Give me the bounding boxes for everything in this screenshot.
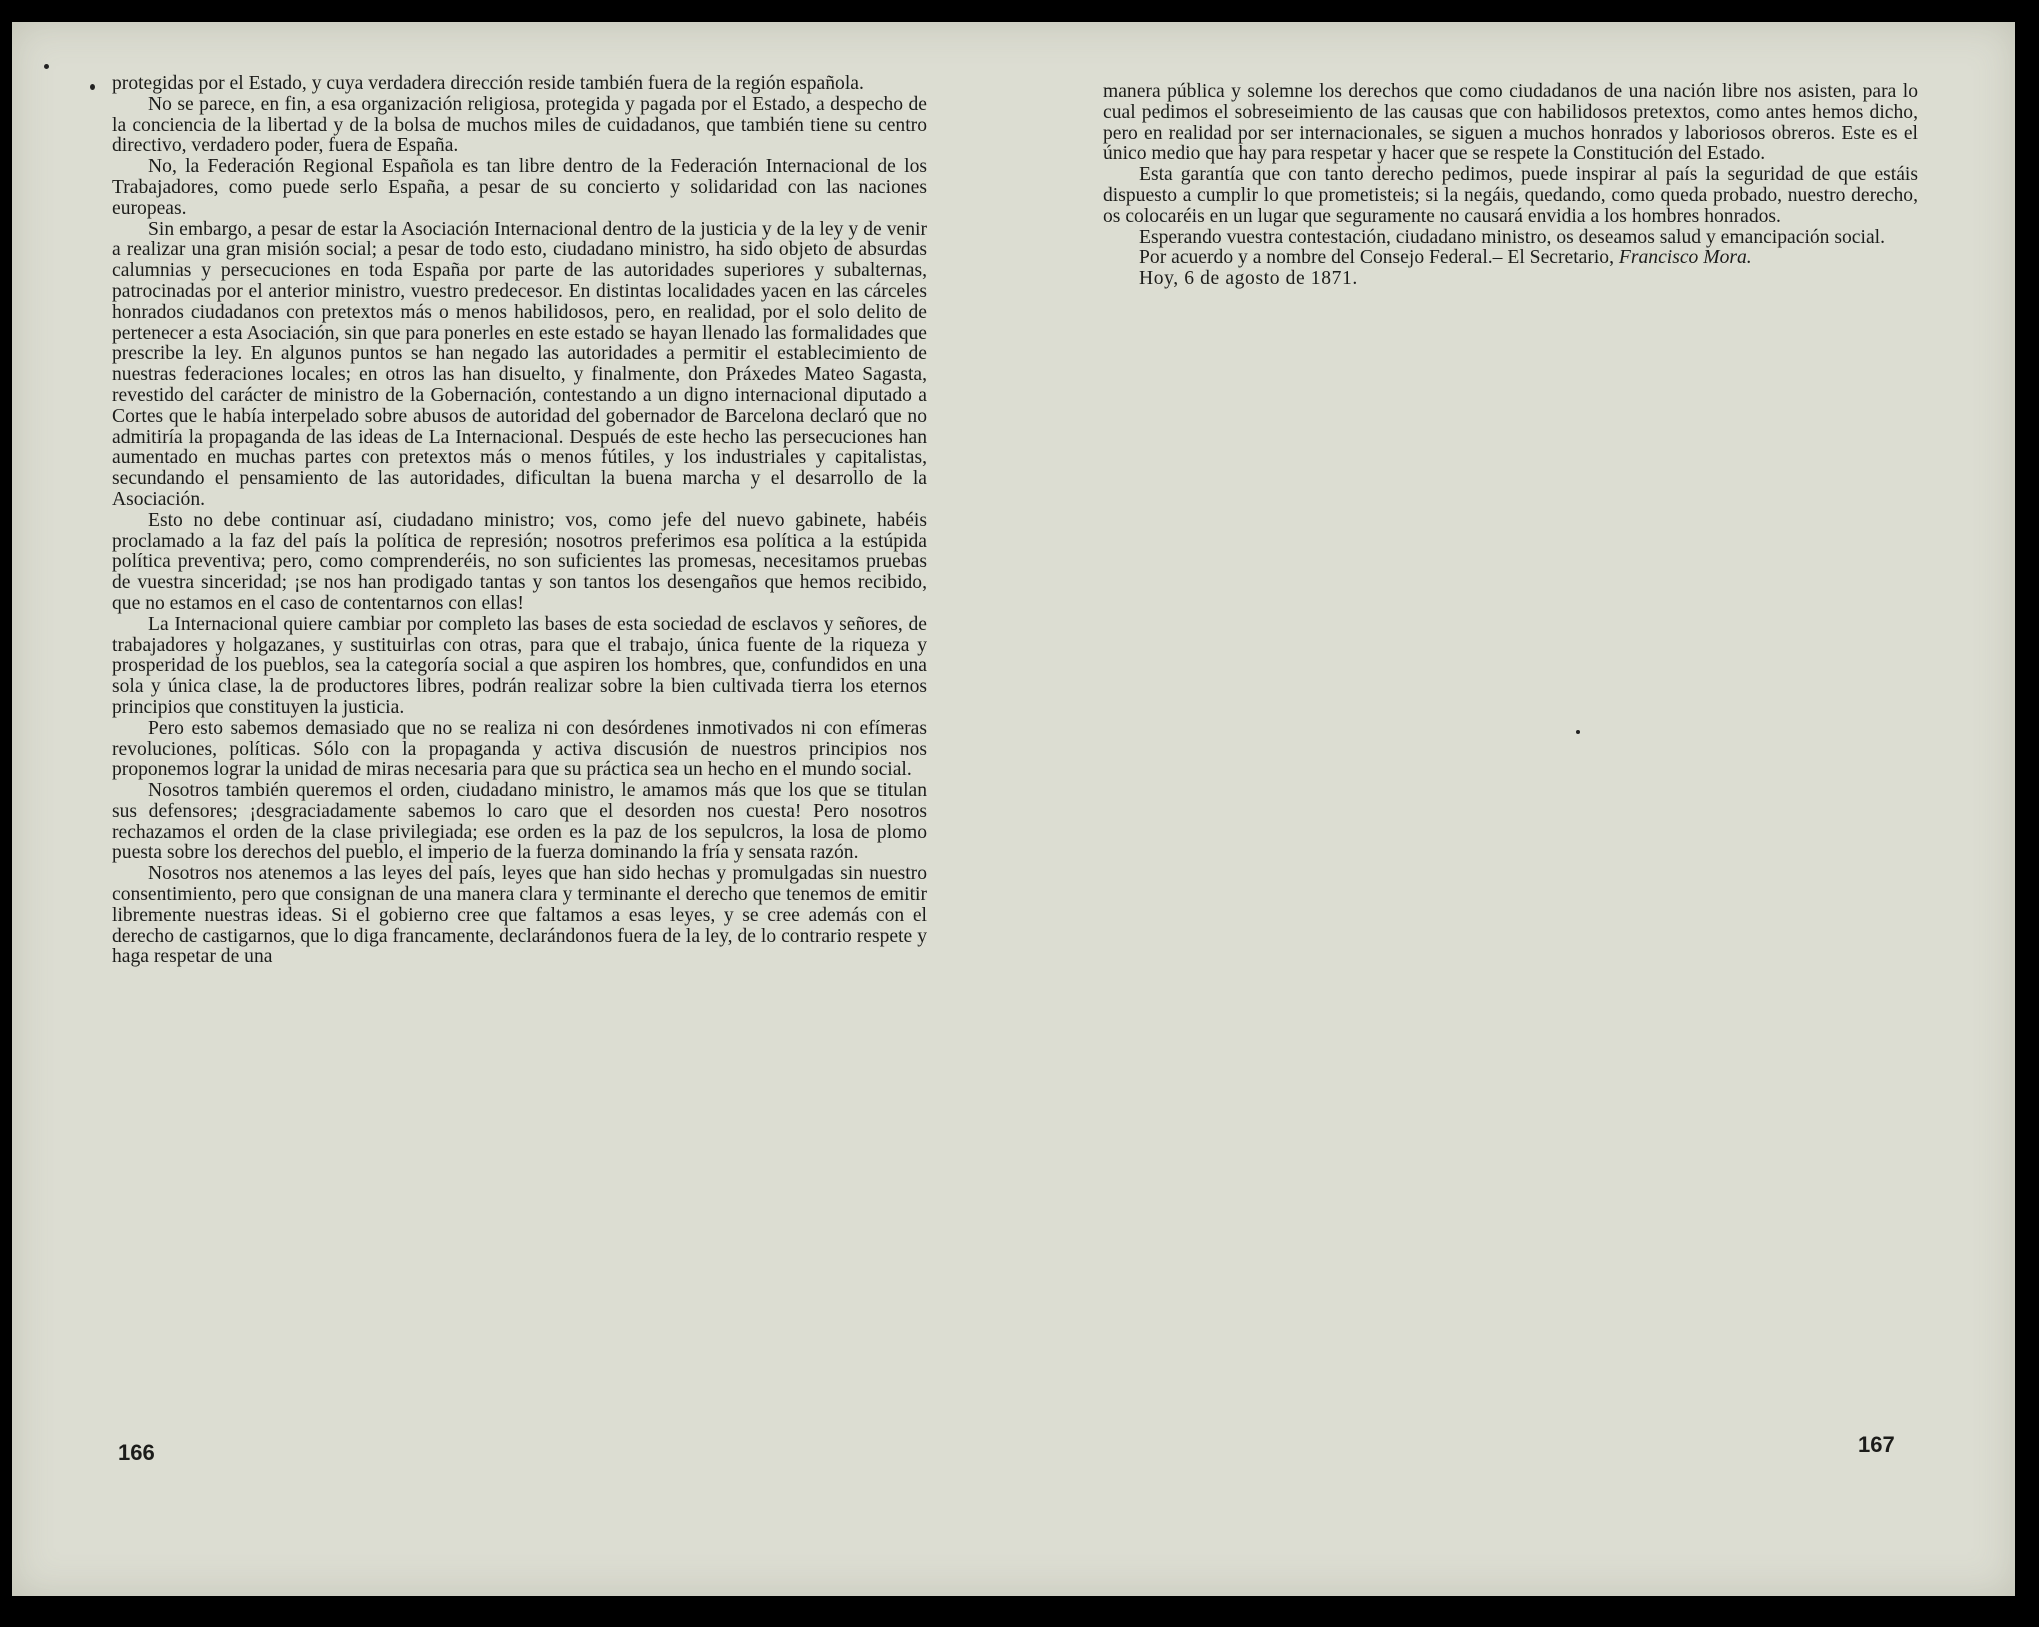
right-paragraph: Esperando vuestra contestación, ciudadano ministro, os deseamos salud y emancipación social. (1139, 226, 1885, 248)
left-paragraph: No se parece, en fin, a esa organización religiosa, protegida y pagada por el Estado, a despecho de la conciencia de la libertad y de la bolsa de muchos miles de cuidadanos, que también tiene su centro directivo, verdadero poder, fuera de España. (112, 93, 927, 157)
right-paragraph: Esta garantía que con tanto derecho pedimos, puede inspirar al país la seguridad de que estáis dispuesto a cumplir lo que prometisteis; si la negáis, quedando, como queda probado, nuestro derecho, os colocaréis en un lugar que seguramente no causará envidia a los hombres honrados. (1103, 164, 1918, 227)
left-page-text (112, 74, 927, 968)
ink-speck (44, 64, 49, 69)
page-number-left: 166 (118, 1440, 155, 1465)
signature-name: Francisco Mora. (1618, 247, 1752, 269)
left-paragraph: Pero esto sabemos demasiado que no se realiza ni con desórdenes inmotivados ni con efímeras revoluciones, políticas. Sólo con la propaganda y activa discusión de nuestros principios nos proponemos lograr la unidad de miras necesaria para que su práctica sea un hecho en el mundo social. (112, 717, 927, 781)
left-paragraph: Esto no debe continuar así, ciudadano ministro; vos, como jefe del nuevo gabinete, habéis proclamado a la faz del país la política de represión; nosotros preferimos esa política a la estúpida política preventiva; pero, como comprenderéis, no son suficientes las promesas, necesitamos pruebas de vuestra sinceridad; ¡se nos han prodigado tantas y son tantos los desengaños que hemos recibido, que no estamos en el caso de contentarnos con ellas! (112, 509, 927, 614)
signature-text: Por acuerdo y a nombre del Consejo Federal.– El Secretario, (1139, 247, 1619, 269)
right-page-text (1103, 82, 1918, 290)
left-paragraph: Sin embargo, a pesar de estar la Asociación Internacional dentro de la justicia y de la ley y de venir a realizar una gran misión social; a pesar de todo esto, ciudadano ministro, ha sido objeto de absurdas calumnias y persecuciones en toda España por parte de las autoridades superiores y subalternas, patrocinadas por el anterior ministro, vuestro predecesor. En distintas localidades yacen en las cárceles honrados ciudadanos con pretextos más o menos habilidosos, pero, en realidad, por el solo delito de pertenecer a esta Asociación, sin que para ponerles en este estado se hayan llenado las formalidades que prescribe la ley. En algunos puntos se han negado las autoridades a permitir el establecimiento de nuestras federaciones locales; en otros las han disuelto, y finalmente, don Práxedes Mateo Sagasta, revestido del carácter de ministro de la Gobernación, contestando a un digno internacional diputado a Cortes que le había interpelado sobre abusos de autoridad del gobernador de Barcelona declaró que no admitiría la propaganda de las ideas de La Internacional. Después de este hecho las persecuciones han aumentado en muchas partes con pretextos más o menos fútiles, y los industriales y capitalistas, secundando el pensamiento de las autoridades, dificultan la buena marcha y el desarrollo de la Asociación. (112, 218, 927, 510)
ink-speck (1576, 730, 1580, 734)
signature-line (1103, 248, 1918, 269)
page-number-right: 167 (1858, 1432, 1895, 1457)
left-paragraph: La Internacional quiere cambiar por completo las bases de esta sociedad de esclavos y señores, de trabajadores y holgazanes, y sustituirlas con otras, para que el trabajo, única fuente de la riqueza y prosperidad de los pueblos, sea la categoría social a que aspiren los hombres, que, confundidos en una sola y única clase, la de productores libres, podrán realizar sobre la bien cultivada tierra los eternos principios que constituyen la justicia. (112, 613, 927, 718)
left-paragraph: protegidas por el Estado, y cuya verdadera dirección reside también fuera de la región española. (112, 73, 864, 94)
left-paragraph: Nosotros nos atenemos a las leyes del país, leyes que han sido hechas y promulgadas sin nuestro consentimiento, pero que consignan de una manera clara y terminante el derecho que tenemos de emitir libremente nuestras ideas. Si el gobierno cree que faltamos a esas leyes, y se cree además con el derecho de castigarnos, que lo diga francamente, declarándonos fuera de la ley, de lo contrario respete y haga respetar de una (112, 863, 927, 968)
ink-speck (90, 84, 95, 90)
date-line: Hoy, 6 de agosto de 1871. (1139, 268, 1358, 290)
right-paragraph: manera pública y solemne los derechos que como ciudadanos de una nación libre nos asisten, para lo cual pedimos el sobreseimiento de las causas que con habilidosos pretextos, como antes hemos dicho, pero en realidad por ser internacionales, se siguen a muchos honrados y laboriosos obreros. Este es el único medio que hay para respetar y hacer que se respete la Constitución del Estado. (1103, 81, 1918, 165)
left-paragraph: No, la Federación Regional Española es tan libre dentro de la Federación Internacional de los Trabajadores, como puede serlo España, a pesar de su concierto y solidaridad con las naciones europeas. (112, 156, 927, 219)
left-paragraph: Nosotros también queremos el orden, ciudadano ministro, le amamos más que los que se titulan sus defensores; ¡desgraciadamente sabemos lo caro que el desorden nos cuesta! Pero nosotros rechazamos el orden de la clase privilegiada; ese orden es la paz de los sepulcros, la losa de plomo puesta sobre los derechos del pueblo, el imperio de la fuerza dominando la fría y sensata razón. (112, 780, 927, 864)
